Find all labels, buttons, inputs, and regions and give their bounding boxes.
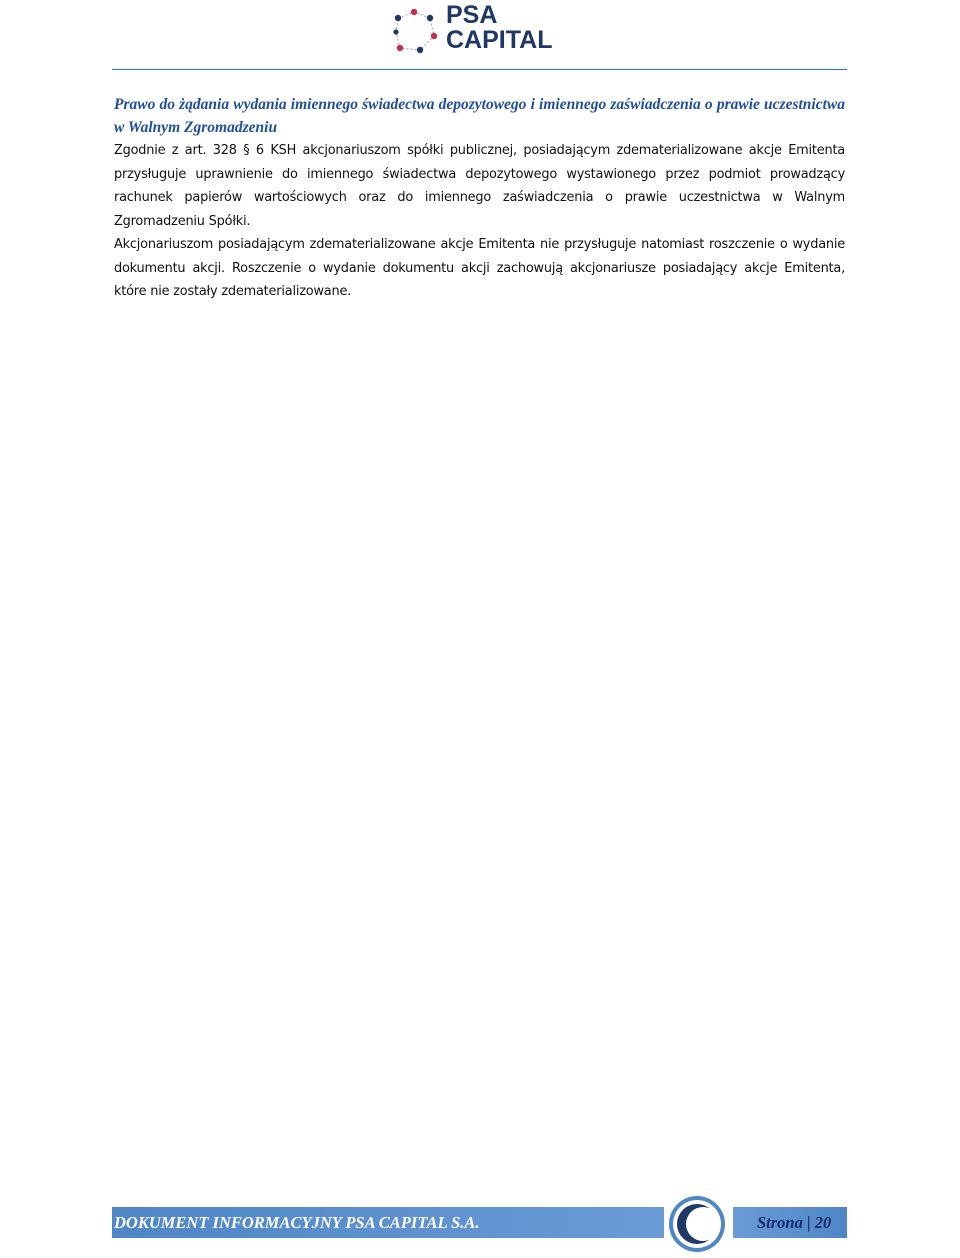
logo-text-psa: PSA: [446, 1, 498, 29]
section-heading: Prawo do żądania wydania imiennego świadectwa depozytowego i imiennego zaświadczenia o prawie uczestnictwa w Walnym Zgromadzeniu: [114, 96, 845, 136]
paragraph-1: Zgodnie z art. 328 § 6 KSH akcjonariuszom spółki publicznej, posiadającym zdematerializowane akcje Emitenta przysługuje uprawnienie do imiennego świadectwa depozytowego wystawionego przez podmiot prowadzący rachunek papierów wartościowych oraz do imiennego zaświadczenia o prawie uczestnictwa w Walnym Zgromadzeniu Spółki.: [114, 143, 845, 229]
document-body: [114, 93, 845, 304]
network-logo-icon: [390, 6, 442, 58]
logo-text-capital: CAPITAL: [446, 26, 553, 54]
footer-page-number: Strona | 20: [757, 1213, 832, 1232]
header-divider: [112, 69, 847, 70]
paragraph-2: Akcjonariuszom posiadającym zdematerializowane akcje Emitenta nie przysługuje natomiast roszczenie o wydanie dokumentu akcji. Roszczenie o wydanie dokumentu akcji zachowują akcjonariusze posiadający akcje Emitenta, które nie zostały zdematerializowane.: [114, 237, 845, 299]
footer-crescent-icon: [667, 1194, 727, 1254]
footer-document-label: DOKUMENT INFORMACYJNY PSA CAPITAL S.A.: [114, 1213, 480, 1232]
psa-capital-logo: [390, 2, 590, 58]
